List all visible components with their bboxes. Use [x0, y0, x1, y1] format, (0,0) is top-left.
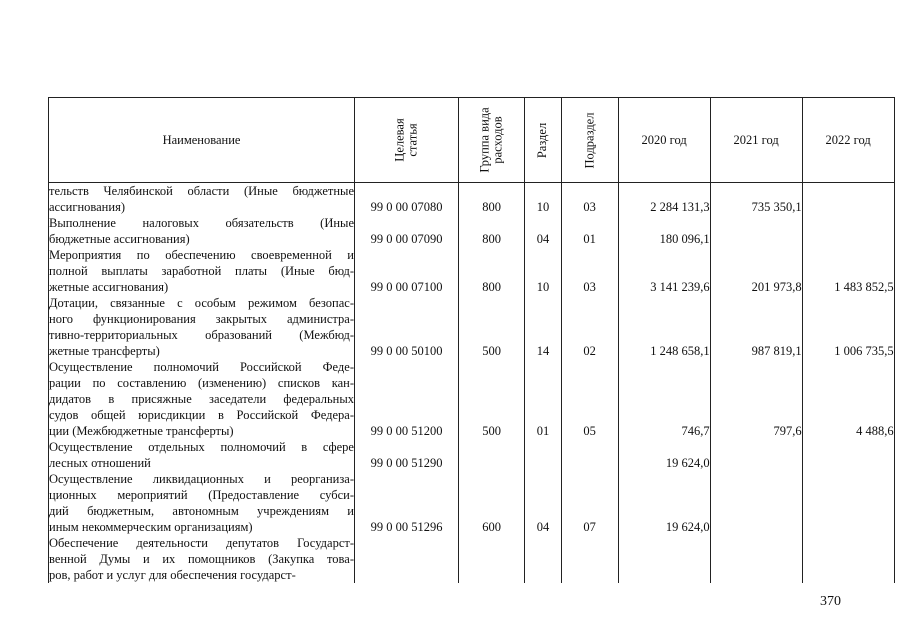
- row-amount-2021: 797,6: [710, 359, 802, 439]
- header-expense-group: Группа вида расходов: [459, 98, 525, 183]
- row-amount-2021: 735 350,1: [710, 183, 802, 216]
- row-expense-group: 800: [459, 247, 525, 295]
- row-subsection: 01: [561, 215, 618, 247]
- table-row: [49, 439, 895, 471]
- row-amount-2022: [802, 471, 894, 535]
- row-name-line: Осуществление отдельных полномочий в сфере: [49, 440, 354, 454]
- row-section: 01: [525, 359, 561, 439]
- row-amount-2021: [710, 535, 802, 583]
- row-name-line: лесных отношений: [49, 456, 151, 470]
- row-subsection: 03: [561, 247, 618, 295]
- row-section: 10: [525, 183, 561, 216]
- row-expense-group: 800: [459, 215, 525, 247]
- row-amount-2021: [710, 471, 802, 535]
- row-target-article: 99 0 00 51200: [355, 359, 459, 439]
- row-name: [49, 183, 355, 216]
- table-row: [49, 215, 895, 247]
- row-amount-2022: 1 483 852,5: [802, 247, 894, 295]
- row-expense-group: 800: [459, 183, 525, 216]
- row-name-line: венной Думы и их помощников (Закупка това-: [49, 552, 354, 566]
- row-expense-group: 500: [459, 295, 525, 359]
- row-expense-group: 600: [459, 471, 525, 535]
- row-section: 10: [525, 247, 561, 295]
- row-name-line: иным некоммерческим организациям): [49, 520, 253, 534]
- row-target-article: [355, 535, 459, 583]
- row-name: [49, 359, 355, 439]
- row-amount-2022: 4 488,6: [802, 359, 894, 439]
- row-section: 04: [525, 471, 561, 535]
- row-name: [49, 439, 355, 471]
- row-target-article: 99 0 00 07100: [355, 247, 459, 295]
- row-amount-2020: 3 141 239,6: [618, 247, 710, 295]
- row-name-line: Осуществление полномочий Российской Феде-: [49, 360, 354, 374]
- row-name: [49, 295, 355, 359]
- row-name-line: судов общей юрисдикции в Российской Федера-: [49, 408, 354, 422]
- row-name: [49, 215, 355, 247]
- row-section: [525, 439, 561, 471]
- header-target-article: Целевая статья: [355, 98, 459, 183]
- header-2022: 2022 год: [802, 98, 894, 183]
- header-name: Наименование: [49, 98, 355, 183]
- row-name-line: ассигнования): [49, 200, 125, 214]
- row-subsection: [561, 535, 618, 583]
- table-row: [49, 471, 895, 535]
- row-amount-2020: 2 284 131,3: [618, 183, 710, 216]
- row-amount-2021: 987 819,1: [710, 295, 802, 359]
- table-header-row: [49, 98, 895, 183]
- row-target-article: 99 0 00 07090: [355, 215, 459, 247]
- row-subsection: [561, 439, 618, 471]
- row-name: [49, 535, 355, 583]
- table-row: [49, 183, 895, 216]
- row-name-line: полной выплаты заработной платы (Иные бюд-: [49, 264, 354, 278]
- row-amount-2022: [802, 535, 894, 583]
- row-subsection: 02: [561, 295, 618, 359]
- row-name-line: ров, работ и услуг для обеспечения государст-: [49, 568, 296, 582]
- row-name-line: ного функционирования закрытых администра-: [49, 312, 354, 326]
- row-target-article: 99 0 00 50100: [355, 295, 459, 359]
- row-subsection: 07: [561, 471, 618, 535]
- row-name-line: Дотации, связанные с особым режимом безопас-: [49, 296, 354, 310]
- row-section: 04: [525, 215, 561, 247]
- row-name-line: Обеспечение деятельности депутатов Государст-: [49, 536, 354, 550]
- row-name-line: Выполнение налоговых обязательств (Иные: [49, 216, 354, 230]
- row-name-line: ции (Межбюджетные трансферты): [49, 424, 234, 438]
- row-amount-2022: [802, 183, 894, 216]
- row-name-line: дидатов в присяжные заседатели федеральных: [49, 392, 354, 406]
- table-row: [49, 359, 895, 439]
- table-row: [49, 247, 895, 295]
- header-section: Раздел: [525, 98, 561, 183]
- header-subsection: Подраздел: [561, 98, 618, 183]
- row-amount-2020: [618, 535, 710, 583]
- row-name: [49, 471, 355, 535]
- row-amount-2020: 746,7: [618, 359, 710, 439]
- row-amount-2022: 1 006 735,5: [802, 295, 894, 359]
- row-amount-2022: [802, 215, 894, 247]
- page-number: 370: [820, 594, 841, 609]
- table-body: [49, 183, 895, 584]
- row-amount-2021: [710, 215, 802, 247]
- header-2021: 2021 год: [710, 98, 802, 183]
- row-name-line: Осуществление ликвидационных и реорганиза-: [49, 472, 354, 486]
- row-amount-2021: [710, 439, 802, 471]
- row-amount-2020: 19 624,0: [618, 471, 710, 535]
- row-subsection: 05: [561, 359, 618, 439]
- header-2020: 2020 год: [618, 98, 710, 183]
- row-name-line: бюджетные ассигнования): [49, 232, 190, 246]
- row-expense-group: [459, 439, 525, 471]
- row-amount-2020: 180 096,1: [618, 215, 710, 247]
- row-name: [49, 247, 355, 295]
- row-expense-group: 500: [459, 359, 525, 439]
- row-section: 14: [525, 295, 561, 359]
- row-name-line: жетные трансферты): [49, 344, 160, 358]
- row-amount-2020: 19 624,0: [618, 439, 710, 471]
- row-name-line: тельств Челябинской области (Иные бюджетные: [49, 184, 354, 198]
- budget-table: [48, 97, 895, 583]
- row-section: [525, 535, 561, 583]
- row-name-line: Мероприятия по обеспечению своевременной и: [49, 248, 354, 262]
- row-target-article: 99 0 00 07080: [355, 183, 459, 216]
- table-row: [49, 295, 895, 359]
- row-amount-2020: 1 248 658,1: [618, 295, 710, 359]
- row-amount-2022: [802, 439, 894, 471]
- row-subsection: 03: [561, 183, 618, 216]
- row-name-line: рации по составлению (изменению) списков кан-: [49, 376, 354, 390]
- row-name-line: дий бюджетным, автономным учреждениям и: [49, 504, 354, 518]
- row-target-article: 99 0 00 51296: [355, 471, 459, 535]
- row-name-line: жетные ассигнования): [49, 280, 169, 294]
- row-amount-2021: 201 973,8: [710, 247, 802, 295]
- table-row: [49, 535, 895, 583]
- row-name-line: ционных мероприятий (Предоставление субси-: [49, 488, 354, 502]
- row-name-line: тивно-территориальных образований (Межбюд-: [49, 328, 354, 342]
- row-expense-group: [459, 535, 525, 583]
- row-target-article: 99 0 00 51290: [355, 439, 459, 471]
